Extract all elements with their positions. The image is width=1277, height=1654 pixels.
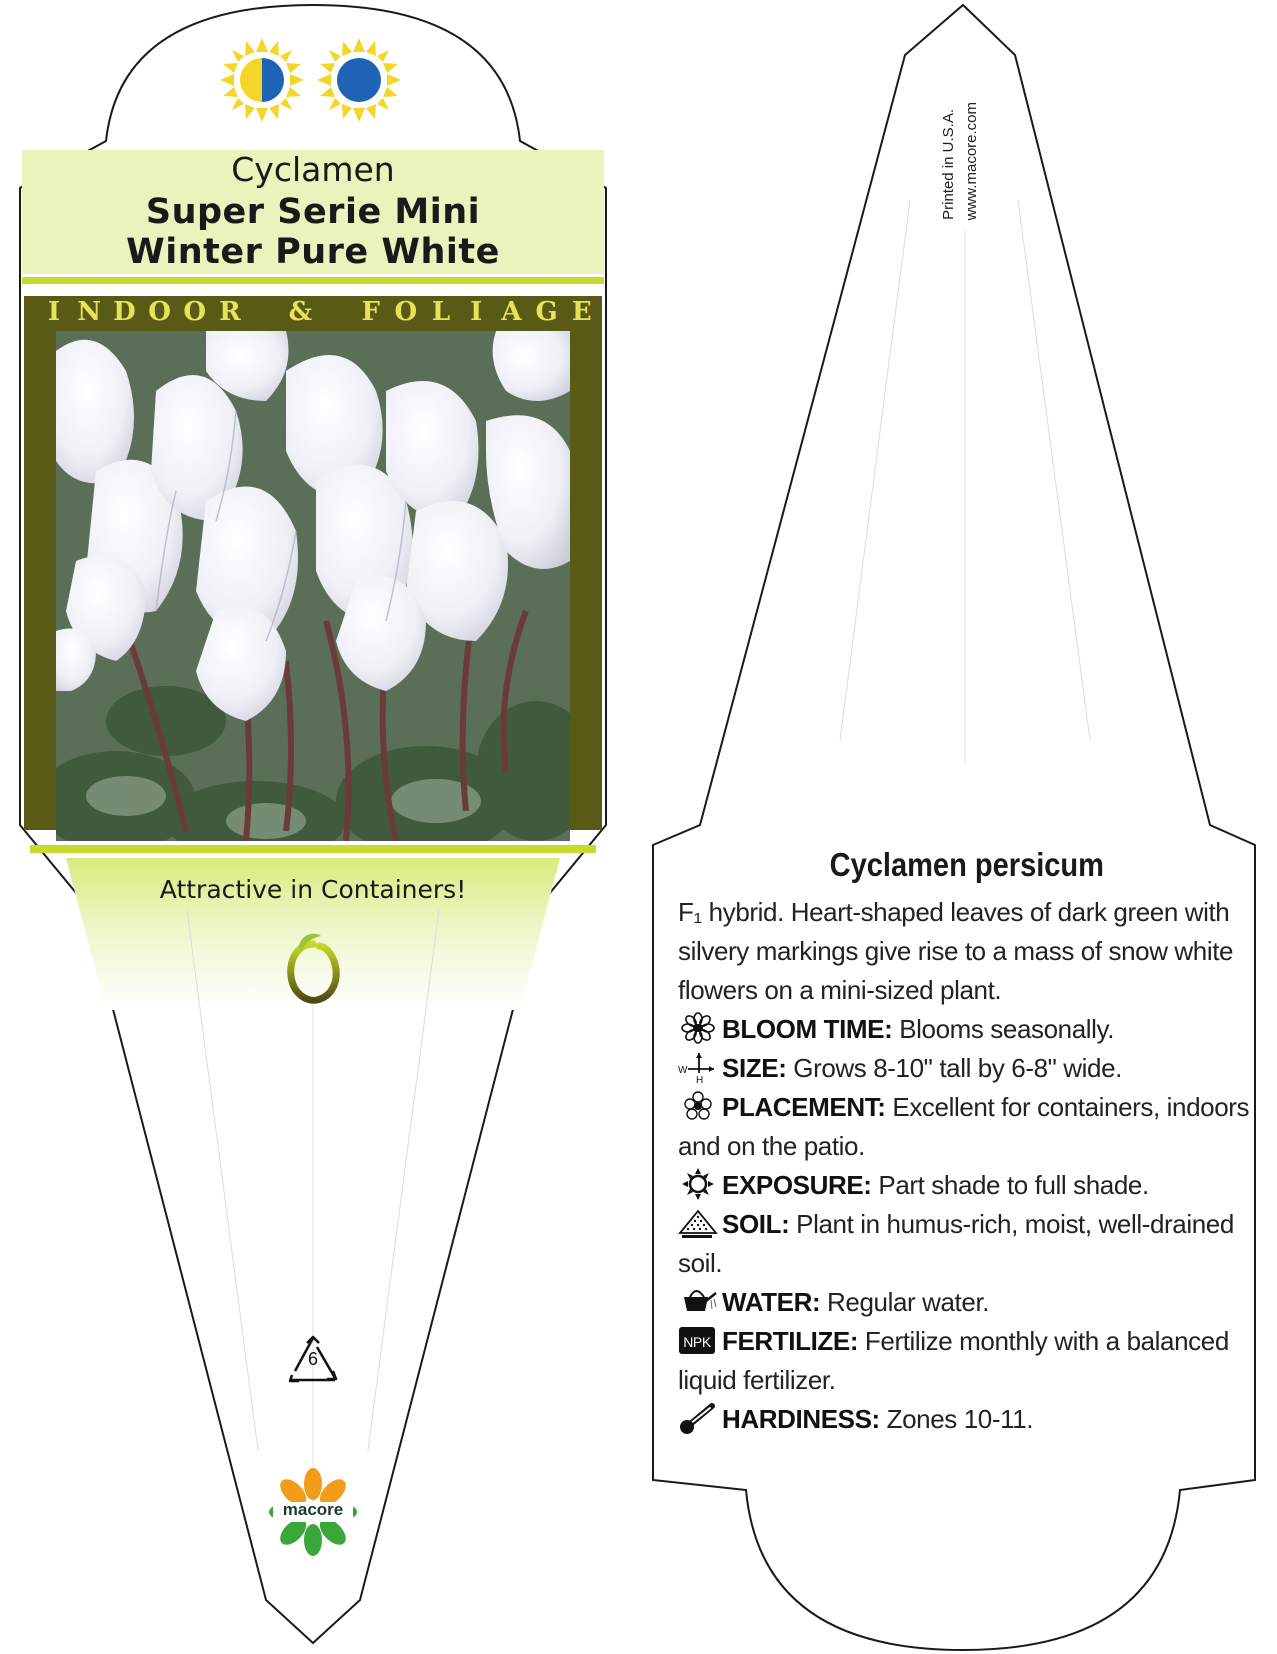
hardiness-label: HARDINESS: (722, 1404, 880, 1434)
care-description (678, 893, 1258, 1439)
care-row-fertilize (678, 1322, 1258, 1400)
title-rule (22, 277, 604, 284)
description-text: F₁ hybrid. Heart-shaped leaves of dark green with silvery markings give rise to a mass of snow white flowers on a mini-sized plant. (678, 897, 1234, 1005)
shade-icon (317, 38, 401, 122)
placement-flowers-icon (678, 1090, 718, 1122)
variety-name-line1: Super Serie Mini (145, 192, 481, 232)
website-text: www.macore.com (963, 101, 980, 220)
fertilize-text: Fertilize monthly with a balanced liquid fertilizer. (678, 1326, 1229, 1395)
care-row-hardiness (678, 1400, 1258, 1439)
npk-icon (678, 1324, 718, 1356)
logo-text: macore (282, 1500, 344, 1519)
placement-text: Excellent for containers, indoors and on the patio. (678, 1092, 1250, 1161)
care-row-placement (678, 1088, 1258, 1166)
bloom-text: Blooms seasonally. (899, 1014, 1115, 1044)
variety-name-line2: Winter Pure White (126, 232, 500, 272)
soil-label: SOIL: (722, 1209, 790, 1239)
tagline: Attractive in Containers! (159, 875, 467, 904)
watering-can-icon (678, 1285, 718, 1317)
size-arrows-icon (678, 1051, 718, 1083)
care-row-size (678, 1049, 1258, 1088)
sun-outline-icon (678, 1168, 718, 1200)
lower-rule (30, 845, 596, 853)
hardiness-text: Zones 10-11. (886, 1404, 1034, 1434)
fertilize-label: FERTILIZE: (722, 1326, 859, 1356)
soil-pile-icon (678, 1207, 718, 1239)
size-h-letter: H (696, 1075, 703, 1083)
care-row-soil (678, 1205, 1258, 1283)
water-text: Regular water. (827, 1287, 990, 1317)
exposure-label: EXPOSURE: (722, 1170, 872, 1200)
macore-logo (268, 1467, 358, 1557)
care-row-exposure (678, 1166, 1258, 1205)
soil-text: Plant in humus-rich, moist, well-drained soil. (678, 1209, 1234, 1278)
part-sun-icon (220, 38, 304, 122)
recycle-6-icon (287, 1335, 339, 1387)
npk-text: NPK (683, 1334, 711, 1350)
flower-icon (678, 1012, 718, 1044)
sprout-icon (281, 930, 345, 1006)
size-w-letter: W (678, 1065, 688, 1076)
care-row-water (678, 1283, 1258, 1322)
exposure-text: Part shade to full shade. (878, 1170, 1149, 1200)
thermometer-icon (678, 1402, 718, 1434)
size-text: Grows 8-10" tall by 6-8" wide. (793, 1053, 1122, 1083)
plant-genus: Cyclamen (231, 150, 395, 189)
care-row-bloom (678, 1010, 1258, 1049)
printed-in-text: Printed in U.S.A. (940, 109, 957, 220)
size-label: SIZE: (722, 1053, 787, 1083)
recycle-number: 6 (307, 1349, 318, 1369)
placement-label: PLACEMENT: (722, 1092, 886, 1122)
printer-info (940, 50, 980, 220)
water-label: WATER: (722, 1287, 821, 1317)
plant-photo (56, 331, 570, 841)
species-name: Cyclamen persicum (829, 846, 1104, 883)
bloom-label: BLOOM TIME: (722, 1014, 893, 1044)
category-label: I N D O O R & F O L I A G E (47, 297, 592, 327)
